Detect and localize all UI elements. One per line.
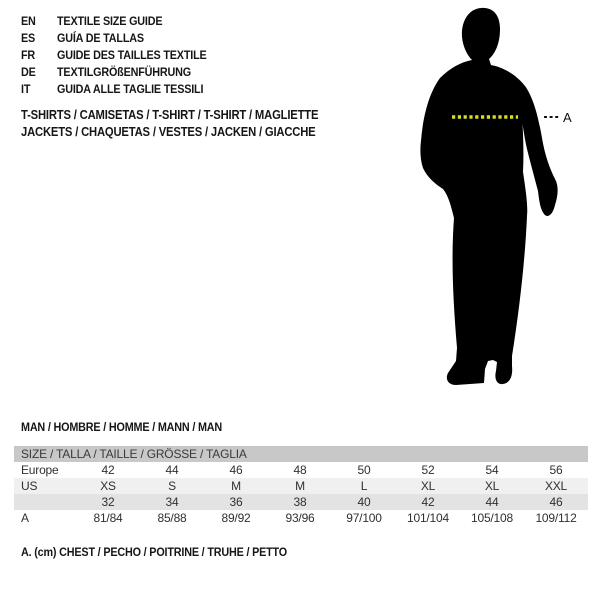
language-row-es	[21, 30, 207, 47]
size-cell: 105/108	[471, 511, 513, 525]
measure-label-a: A	[563, 110, 572, 125]
language-list	[21, 13, 207, 98]
size-cell: 46	[549, 495, 563, 509]
language-code: EN	[21, 14, 36, 28]
size-cell: 54	[485, 463, 499, 477]
language-code: DE	[21, 65, 36, 79]
size-cell: 32	[101, 495, 115, 509]
table-row-us-numeric	[14, 494, 588, 510]
language-label: GUIDE DES TAILLES TEXTILE	[57, 48, 207, 62]
size-table-header: SIZE / TALLA / TAILLE / GRÖSSE / TAGLIA	[14, 446, 588, 462]
row-label: Europe	[21, 463, 59, 477]
size-cell: 52	[421, 463, 435, 477]
size-cell: 42	[101, 463, 115, 477]
size-cell: 44	[485, 495, 499, 509]
language-row-fr	[21, 47, 207, 64]
row-label: US	[21, 479, 38, 493]
size-cell: M	[231, 479, 241, 493]
size-cell: 109/112	[535, 511, 577, 525]
size-cell: 50	[357, 463, 371, 477]
language-row-en	[21, 13, 207, 30]
size-cell: M	[295, 479, 305, 493]
man-silhouette-figure	[400, 0, 600, 420]
measurement-footnote: A. (cm) CHEST / PECHO / POITRINE / TRUHE / PETTO	[21, 545, 287, 559]
language-row-it	[21, 81, 207, 98]
man-silhouette-svg	[400, 0, 600, 420]
language-code: FR	[21, 48, 36, 62]
size-cell: 34	[165, 495, 179, 509]
size-cell: 46	[229, 463, 243, 477]
size-cell: XL	[420, 479, 436, 493]
size-cell: S	[168, 479, 176, 493]
size-table	[14, 446, 588, 526]
size-cell: XS	[100, 479, 116, 493]
language-code: ES	[21, 31, 36, 45]
size-cell: 40	[357, 495, 371, 509]
row-label	[14, 494, 76, 510]
size-cell: 93/96	[285, 511, 315, 525]
language-label: TEXTILGRÖßENFÜHRUNG	[57, 65, 191, 79]
language-row-de	[21, 64, 207, 81]
size-cell: 48	[293, 463, 307, 477]
language-code: IT	[21, 82, 31, 96]
size-cell: 38	[293, 495, 307, 509]
size-cell: 89/92	[221, 511, 251, 525]
language-label: GUÍA DE TALLAS	[57, 31, 144, 45]
size-cell: 81/84	[93, 511, 123, 525]
size-cell: 44	[165, 463, 179, 477]
size-cell: 36	[229, 495, 243, 509]
category-line-tshirts: T-SHIRTS / CAMISETAS / T-SHIRT / T-SHIRT / MAGLIETTE	[21, 108, 319, 122]
size-cell: L	[360, 479, 368, 493]
table-row-europe	[14, 462, 588, 478]
row-label: A	[21, 511, 29, 525]
table-row-chest-cm	[14, 510, 588, 526]
size-cell: XXL	[544, 479, 568, 493]
man-silhouette-shape	[420, 8, 557, 385]
size-cell: 85/88	[157, 511, 187, 525]
size-cell: 56	[549, 463, 563, 477]
section-title: MAN / HOMBRE / HOMME / MANN / MAN	[21, 420, 223, 434]
language-label: GUIDA ALLE TAGLIE TESSILI	[57, 82, 204, 96]
category-line-jackets: JACKETS / CHAQUETAS / VESTES / JACKEN / GIACCHE	[21, 125, 316, 139]
table-row-us	[14, 478, 588, 494]
size-cell: XL	[484, 479, 500, 493]
size-cell: 97/100	[346, 511, 382, 525]
category-lines	[21, 107, 318, 141]
size-cell: 101/104	[407, 511, 449, 525]
language-label: TEXTILE SIZE GUIDE	[57, 14, 163, 28]
size-cell: 42	[421, 495, 435, 509]
